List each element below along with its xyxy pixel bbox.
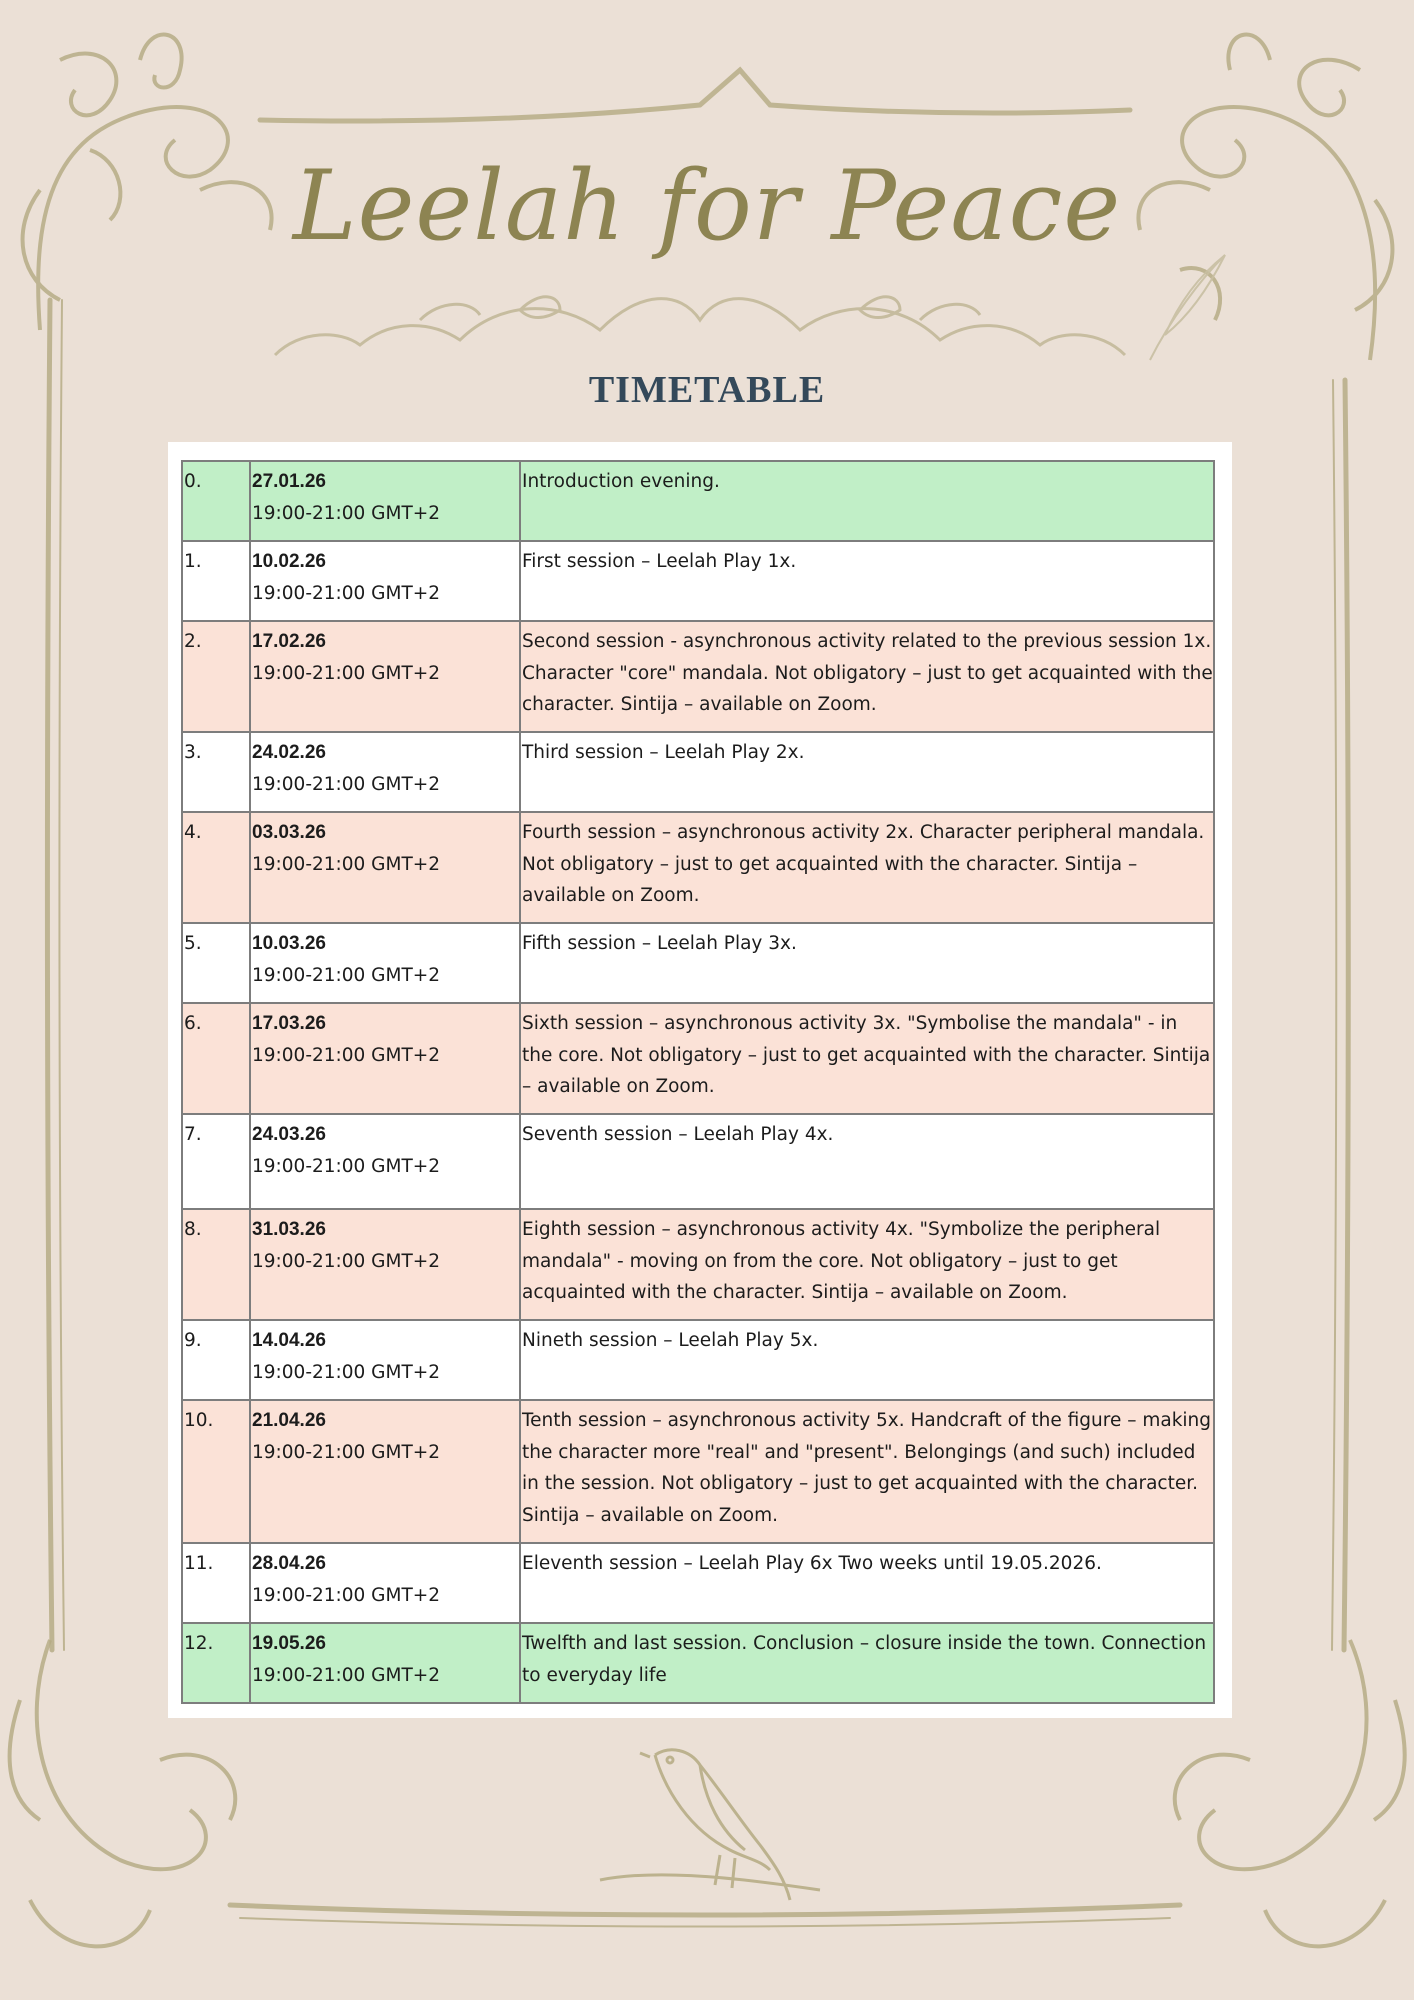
session-number: 7. <box>182 1114 250 1209</box>
session-number: 6. <box>182 1003 250 1114</box>
session-date: 24.02.26 <box>252 742 326 763</box>
session-time: 19:00-21:00 GMT+2 <box>252 502 441 524</box>
session-datetime <box>250 1623 520 1703</box>
session-number: 8. <box>182 1209 250 1320</box>
timetable <box>181 460 1215 1704</box>
session-date: 24.03.26 <box>252 1124 326 1145</box>
table-row <box>182 923 1214 1003</box>
table-row <box>182 621 1214 732</box>
session-date: 14.04.26 <box>252 1330 326 1351</box>
title-scroll-ornament <box>275 297 1125 355</box>
session-date: 19.05.26 <box>252 1633 326 1654</box>
table-row <box>182 812 1214 923</box>
session-number: 3. <box>182 732 250 812</box>
session-datetime <box>250 621 520 732</box>
session-datetime <box>250 1209 520 1320</box>
table-row <box>182 1003 1214 1114</box>
session-time: 19:00-21:00 GMT+2 <box>252 773 441 795</box>
session-number: 10. <box>182 1400 250 1543</box>
session-date: 31.03.26 <box>252 1219 326 1240</box>
session-number: 12. <box>182 1623 250 1703</box>
bird-ornament <box>600 1750 820 1900</box>
session-datetime <box>250 923 520 1003</box>
table-row <box>182 1320 1214 1400</box>
session-time: 19:00-21:00 GMT+2 <box>252 853 441 875</box>
table-row <box>182 461 1214 541</box>
session-date: 10.03.26 <box>252 933 326 954</box>
quill-ornament <box>1150 255 1225 360</box>
session-description: Sixth session – asynchronous activity 3x. "Symbolise the mandala" - in the core. Not obligatory – just to get acquainted with the character. Sintija – available on Zoom. <box>520 1003 1214 1114</box>
session-date: 17.02.26 <box>252 631 326 652</box>
table-row <box>182 1400 1214 1543</box>
session-number: 1. <box>182 541 250 621</box>
session-datetime <box>250 1543 520 1623</box>
session-description: Nineth session – Leelah Play 5x. <box>520 1320 1214 1400</box>
session-description: Seventh session – Leelah Play 4x. <box>520 1114 1214 1209</box>
session-description: Fifth session – Leelah Play 3x. <box>520 923 1214 1003</box>
session-date: 21.04.26 <box>252 1410 326 1431</box>
session-datetime <box>250 1400 520 1543</box>
session-number: 9. <box>182 1320 250 1400</box>
session-description: Third session – Leelah Play 2x. <box>520 732 1214 812</box>
session-datetime <box>250 812 520 923</box>
session-time: 19:00-21:00 GMT+2 <box>252 1361 441 1383</box>
session-time: 19:00-21:00 GMT+2 <box>252 582 441 604</box>
session-datetime <box>250 732 520 812</box>
session-time: 19:00-21:00 GMT+2 <box>252 1664 441 1686</box>
session-description: Eleventh session – Leelah Play 6x Two weeks until 19.05.2026. <box>520 1543 1214 1623</box>
session-datetime <box>250 541 520 621</box>
session-time: 19:00-21:00 GMT+2 <box>252 1044 441 1066</box>
table-row <box>182 1623 1214 1703</box>
session-number: 5. <box>182 923 250 1003</box>
table-row <box>182 541 1214 621</box>
page-title: Leelah for Peace <box>292 150 1122 262</box>
session-time: 19:00-21:00 GMT+2 <box>252 1155 441 1177</box>
session-description: Eighth session – asynchronous activity 4x. "Symbolize the peripheral mandala" - moving on from the core. Not obligatory – just to get acquainted with the character. Sintija – available on Zoom. <box>520 1209 1214 1320</box>
table-row <box>182 1543 1214 1623</box>
session-description: Twelfth and last session. Conclusion – closure inside the town. Connection to everyday life <box>520 1623 1214 1703</box>
session-datetime <box>250 1114 520 1209</box>
table-row <box>182 1209 1214 1320</box>
session-time: 19:00-21:00 GMT+2 <box>252 1584 441 1606</box>
session-description: Introduction evening. <box>520 461 1214 541</box>
session-number: 2. <box>182 621 250 732</box>
session-number: 4. <box>182 812 250 923</box>
session-number: 0. <box>182 461 250 541</box>
session-datetime <box>250 1003 520 1114</box>
session-description: Tenth session – asynchronous activity 5x. Handcraft of the figure – making the character more "real" and "present". Belongings (and such) included in the session. Not obligatory – just to get acquainted with the character. Sintija – available on Zoom. <box>520 1400 1214 1543</box>
page-subtitle: TIMETABLE <box>588 369 826 411</box>
session-date: 03.03.26 <box>252 822 326 843</box>
session-datetime <box>250 1320 520 1400</box>
timetable-card <box>168 442 1232 1718</box>
session-datetime <box>250 461 520 541</box>
table-row <box>182 1114 1214 1209</box>
session-time: 19:00-21:00 GMT+2 <box>252 1250 441 1272</box>
session-date: 28.04.26 <box>252 1553 326 1574</box>
session-number: 11. <box>182 1543 250 1623</box>
session-date: 10.02.26 <box>252 551 326 572</box>
session-date: 17.03.26 <box>252 1013 326 1034</box>
table-row <box>182 732 1214 812</box>
session-description: Fourth session – asynchronous activity 2x. Character peripheral mandala. Not obligatory – just to get acquainted with the character. Sintija – available on Zoom. <box>520 812 1214 923</box>
session-date: 27.01.26 <box>252 471 326 492</box>
session-time: 19:00-21:00 GMT+2 <box>252 662 441 684</box>
session-description: Second session - asynchronous activity related to the previous session 1x. Character "core" mandala. Not obligatory – just to get acquainted with the character. Sintija – available on Zoom. <box>520 621 1214 732</box>
session-time: 19:00-21:00 GMT+2 <box>252 964 441 986</box>
session-description: First session – Leelah Play 1x. <box>520 541 1214 621</box>
session-time: 19:00-21:00 GMT+2 <box>252 1441 441 1463</box>
